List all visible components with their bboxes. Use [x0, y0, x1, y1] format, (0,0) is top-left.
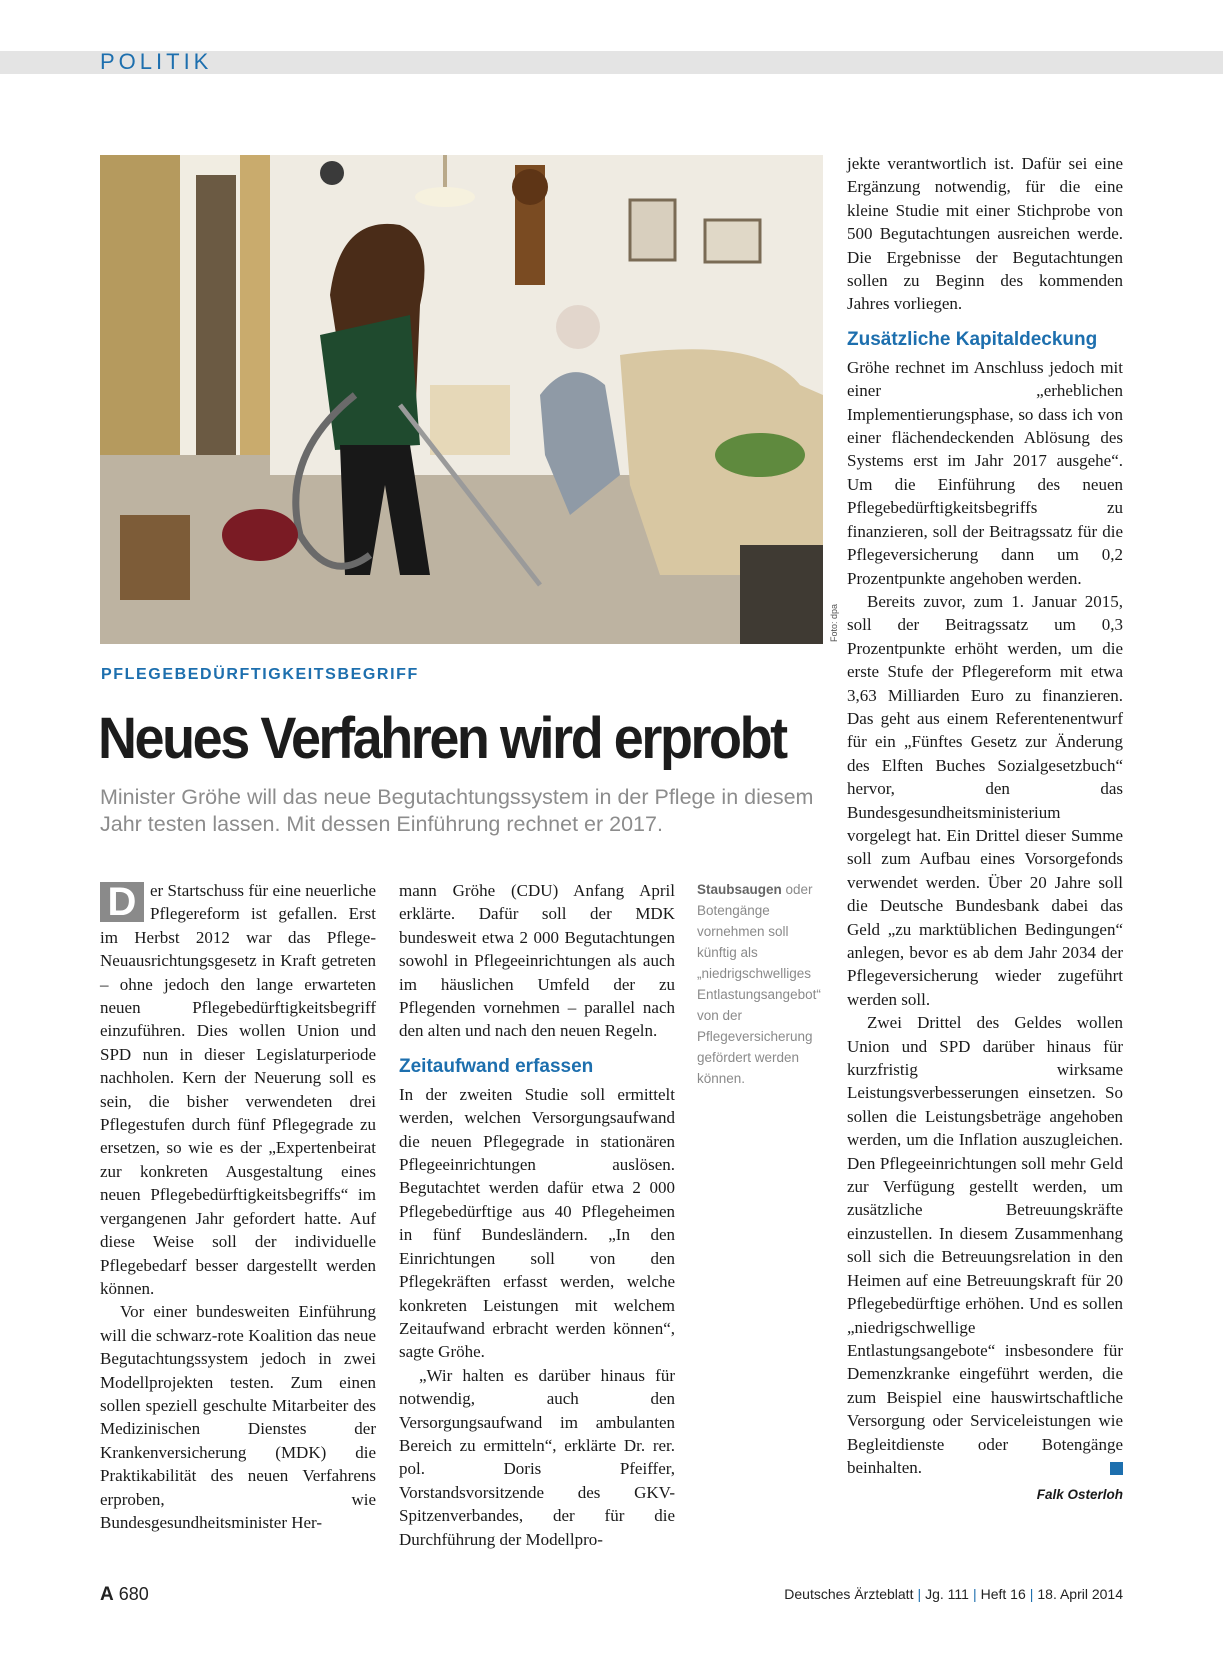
article-photo — [100, 155, 823, 644]
page-number — [100, 1584, 149, 1606]
paragraph: „Wir halten es darüber hinaus für notwendig, auch den Versorgungsaufwand im ambulanten Bereich zu ermitteln“, erklärte Dr. rer. pol. Doris Pfeiffer, Vorstandsvorsitzende des GKV-Spitzenverbandes, der für die Durchführung der Modellpro- — [399, 1365, 675, 1549]
author: Falk Osterloh — [1036, 1487, 1123, 1503]
article-column-1 — [100, 879, 376, 1534]
article-column-2 — [399, 879, 675, 1551]
paragraph: In der zweiten Studie soll ermittelt werden, welchen Versorgungsaufwand die neuen Pflegegrade in stationären Pflegeeinrichtungen auslösen. Begutachtet werden dafür etwa 2 000 Pflegebedürftige aus 40 Pflegeheimen in fünf Bundesländern. „In den Einrichtungen soll von den Pflegekräften erfasst werden, welche konkreten Leistungen mit welchem Zeitaufwand erbracht werden können“, sagte Gröhe. — [399, 1084, 675, 1362]
footer-citation — [784, 1586, 1123, 1602]
photo-illustration — [100, 155, 823, 644]
section-label: POLITIK — [100, 49, 213, 74]
article-lead: Minister Gröhe will das neue Begutachtungssystem in der Pflege in diesem Jahr testen lassen. Mit dessen Einführung rechnet er 2017. — [100, 785, 814, 836]
paragraph: Bereits zuvor, zum 1. Januar 2015, soll der Beitragssatz um 0,3 Prozentpunkte erhöht werden, um die erste Stufe der Pflegereform mit etwa 3,63 Milliarden Euro zu finanzieren. Das geht aus einem Referentenentwurf für ein „Fünftes Gesetz zur Änderung des Elften Buches Sozialgesetzbuch“ hervor, den das Bundesgesundheitsministerium vorgelegt hat. Ein Drittel dieser Summe soll zum Aufbau eines Vorsorgefonds verwendet werden. Über 20 Jahre soll die Deutsche Bundesbank dabei das Geld „zu marktüblichen Bedingungen“ anlegen, bevor es ab dem Jahr 2034 der Pflegeversicherung wieder zugeführt werden soll. — [847, 591, 1123, 1009]
separator: | — [917, 1586, 922, 1602]
paragraph: mann Gröhe (CDU) Anfang April erklärte. Dafür soll der MDK bundesweit etwa 2 000 Begutachtungen sowohl in Pflegeeinrichtungen als auch im häuslichen Umfeld der zu Pflegenden vornehmen – parallel nach den alten und nach den neuen Regeln. — [399, 881, 675, 1041]
article-column-3 — [847, 152, 1123, 1507]
issue: Heft 16 — [980, 1586, 1026, 1602]
paragraph — [847, 1011, 1123, 1479]
article-kicker: PFLEGEBEDÜRFTIGKEITSBEGRIFF — [101, 666, 419, 683]
photo-credit: Foto: dpa — [829, 603, 839, 642]
subheading-zeitaufwand: Zeitaufwand erfassen — [399, 1055, 594, 1077]
separator: | — [1029, 1586, 1034, 1602]
page-prefix: A — [100, 1584, 114, 1605]
paragraph-text: er Startschuss für eine neuerliche Pflegereform ist gefallen. Erst im Herbst 2012 war das Pflege-Neuausrichtungsgesetz in Kraft getreten – ohne jedoch den lange erwarteten neuen Pflegebedürftigkeitsbegriff einzuführen. Dies wollen Union und SPD nun in dieser Legislaturperiode nachholen. Kern der Neuerung soll es sein, die bisher verwendeten drei Pflegestufen durch fünf Pflegegrade zu ersetzen, so wie es der „Expertenbeirat zur konkreten Ausgestaltung eines neuen Pflegebedürftigkeitsbegriffs“ im vergangenen Jahr gefordert hatte. Auf diese Weise soll der individuelle Pflegebedarf besser dargestellt werden können. — [100, 881, 376, 1298]
paragraph-text: Zwei Drittel des Geldes wollen Union und SPD darüber hinaus für kurzfristig wirksame Leistungsverbesserungen einsetzen. So sollen die Leistungsbeträge angehoben werden, um die Inflation auszugleichen. Den Pflegeeinrichtungen soll mehr Geld zur Verfügung gestellt werden, um zusätzliche Betreuungskräfte einzustellen. In diesem Zusammenhang soll sich die Betreuungsrelation in den Heimen auf eine Betreuungskraft für 20 Pflegebedürftige erhöhen. Und es sollen „niedrigschwellige Entlastungsangebote“ insbesondere für Demenzkranke eingeführt werden, die zum Beispiel eine hauswirtschaftliche Versorgung oder Serviceleistungen wie Begleitdienste oder Botengänge beinhalten. — [847, 1013, 1123, 1477]
paragraph: Vor einer bundesweiten Einführung will die schwarz-rote Koalition das neue Begutachtungssystem jedoch in zwei Modellprojekten testen. Zum einen sollen speziell geschulte Mitarbeiter des Medizinischen Dienstes der Krankenversicherung (MDK) die Praktikabilität des neuen Verfahrens erproben, wie Bundesgesundheitsminister Her- — [100, 1302, 376, 1532]
issue-date: 18. April 2014 — [1037, 1586, 1123, 1602]
subheading-kapitaldeckung: Zusätzliche Kapitaldeckung — [847, 328, 1098, 350]
drop-cap: D — [100, 882, 144, 922]
separator: | — [972, 1586, 977, 1602]
caption-bold: Staubsaugen — [697, 882, 782, 897]
journal-name: Deutsches Ärzteblatt — [784, 1586, 914, 1602]
page-number-value: 680 — [118, 1584, 149, 1604]
article-title: Neues Verfahren wird erprobt — [98, 706, 786, 771]
paragraph: jekte verantwortlich ist. Dafür sei eine Ergänzung notwendig, für die eine kleine Studie mit einer Stichprobe von 500 Begutachtungen ausreichen werde. Die Ergebnisse der Begutachtungen sollen zu Beginn des kommenden Jahres vorliegen. — [847, 154, 1123, 314]
paragraph — [100, 879, 376, 1300]
photo-caption — [697, 879, 825, 1089]
paragraph: Gröhe rechnet im Anschluss jedoch mit einer „erheblichen Implementierungsphase, so dass ich von einer flächendeckenden Ablösung des Systems erst im Jahr 2017 ausgehe“. Um die Einführung des neuen Pflegebedürftigkeitsbegriffs zu finanzieren, soll der Beitragssatz für die Pflegeversicherung dann um 0,2 Prozentpunkte angehoben werden. — [847, 357, 1123, 588]
volume: Jg. 111 — [925, 1586, 969, 1602]
caption-text: oder Botengänge vornehmen soll künftig als „niedrigschwelliges Entlastungsangebot“ von der Pflegeversicherung gefördert werden können. — [697, 882, 821, 1086]
end-mark-icon — [1110, 1462, 1123, 1475]
